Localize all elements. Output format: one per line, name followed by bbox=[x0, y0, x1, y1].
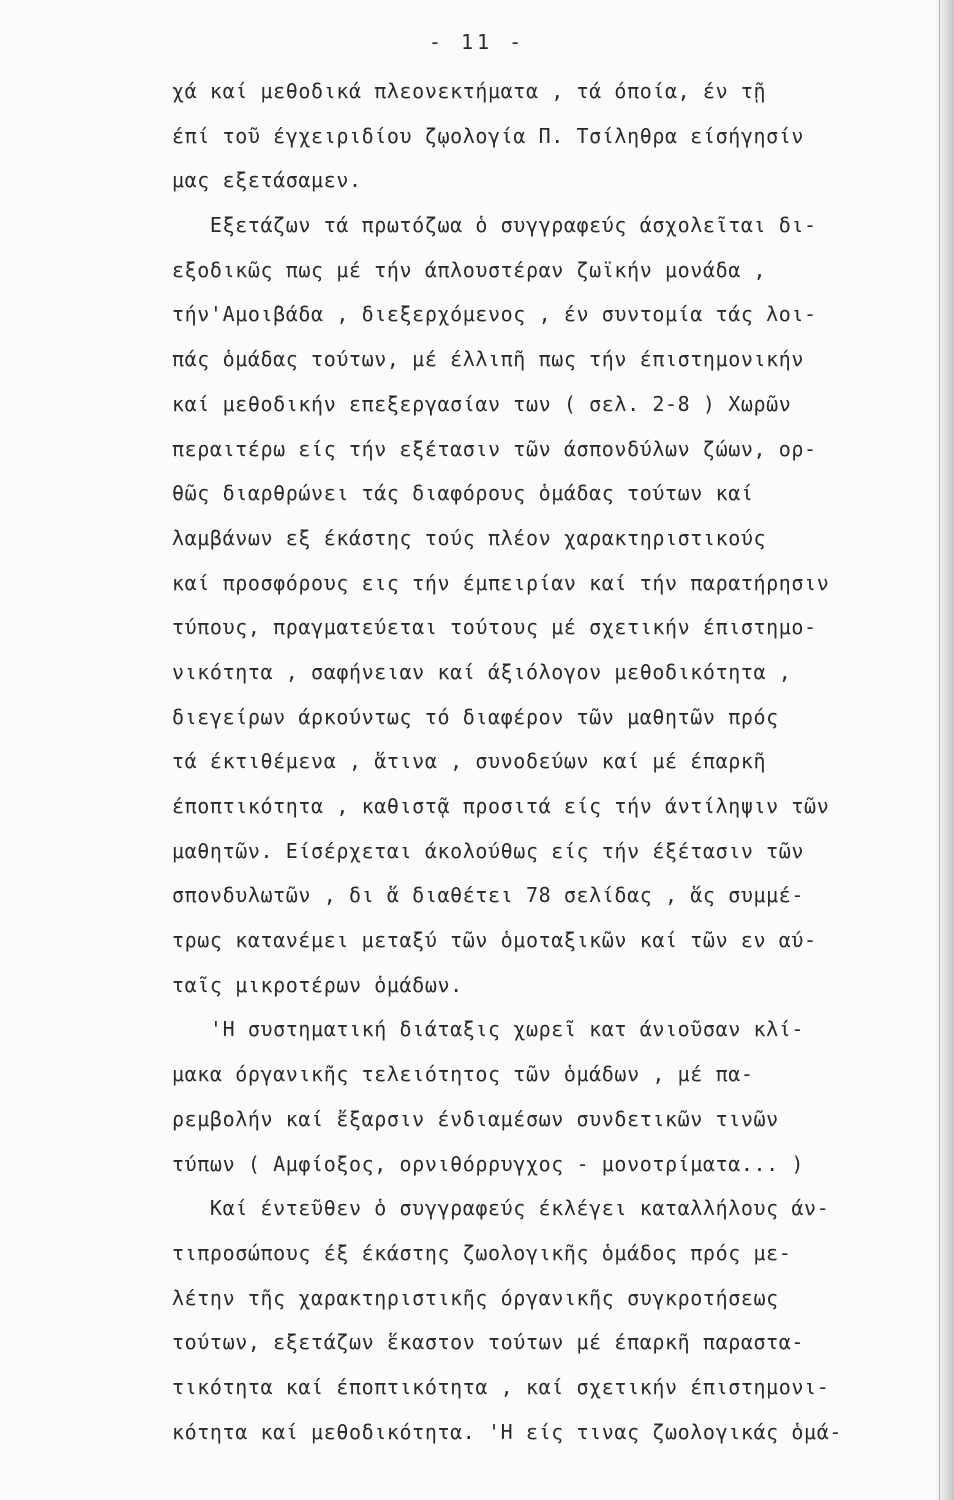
text-line: διεγείρων άρκούντως τό διαφέρον τῶν μαθητῶν πρός bbox=[172, 704, 779, 729]
text-line: Εξετάζων τά πρωτόζωα ὁ συγγραφεύς άσχολεῖται δι- bbox=[172, 213, 817, 238]
body-text bbox=[172, 74, 912, 1459]
text-line: σπονδυλωτῶν , δι ἅ διαθέτει 78 σελίδας , ἅς συμμέ- bbox=[172, 883, 805, 908]
text-line: έπί τοῦ έγχειριδίου ζῳολογία Π. Τσίληθρα είσήγησίν bbox=[172, 123, 805, 148]
text-line: τούτων, εξετάζων ἕκαστον τούτων μέ έπαρκῆ παραστα- bbox=[172, 1330, 805, 1355]
text-line: θῶς διαρθρώνει τάς διαφόρους ὁμάδας τούτων καί bbox=[172, 481, 754, 506]
text-line: τύπων ( Αμφίοξος, ορνιθόρρυγχος - μονοτρίματα... ) bbox=[172, 1151, 805, 1176]
text-line: καί προσφόρους εις τήν έμπειρίαν καί τήν παρατήρησιν bbox=[172, 570, 830, 595]
text-line: τρως κατανέμει μεταξύ τῶν ὁμοταξικῶν καί τῶν εν αύ- bbox=[172, 928, 817, 953]
text-line: μαθητῶν. Είσέρχεται άκολούθως είς τήν έξέτασιν τῶν bbox=[172, 838, 805, 863]
text-line: χά καί μεθοδικά πλεονεκτήματα , τά όποία, έν τῇ bbox=[172, 79, 767, 103]
text-line: νικότητα , σαφήνειαν καί άξιόλογον μεθοδικότητα , bbox=[172, 659, 792, 684]
text-line: ταῖς μικροτέρων ὁμάδων. bbox=[172, 972, 463, 997]
text-line: πάς ὁμάδας τούτων, μέ έλλιπῆ πως τήν έπιστημονικήν bbox=[172, 347, 805, 372]
text-line: λαμβάνων εξ έκάστης τούς πλέον χαρακτηριστικούς bbox=[172, 525, 767, 550]
text-line: τιπροσώπους έξ έκάστης ζωολογικῆς ὁμάδος πρός με- bbox=[172, 1240, 792, 1265]
text-line: εξοδικῶς πως μέ τήν άπλουστέραν ζωϊκήν μονάδα , bbox=[172, 257, 767, 282]
page-edge-shadow bbox=[934, 0, 954, 1500]
text-line: τικότητα καί έποπτικότητα , καί σχετικήν έπιστημονι- bbox=[172, 1374, 830, 1399]
text-line: μακα όργανικῆς τελειότητος τῶν ὁμάδων , μέ πα- bbox=[172, 1062, 754, 1087]
text-line: περαιτέρω είς τήν εξέτασιν τῶν άσπονδύλων ζώων, ορ- bbox=[172, 436, 817, 461]
text-line: τήν'Αμοιβάδα , διεξερχόμενος , έν συντομία τάς λοι- bbox=[172, 302, 817, 327]
text-line: λέτην τῆς χαρακτηριστικῆς όργανικῆς συγκροτήσεως bbox=[172, 1285, 779, 1310]
text-line: ρεμβολήν καί ἔξαρσιν ένδιαμέσων συνδετικῶν τινῶν bbox=[172, 1106, 779, 1131]
text-line: τύπους, πραγματεύεται τούτους μέ σχετικήν έπιστημο- bbox=[172, 615, 817, 640]
text-line: κότητα καί μεθοδικότητα. 'Η είς τινας ζωολογικάς ὁμά- bbox=[172, 1419, 842, 1444]
text-line: τά έκτιθέμενα , ἅτινα , συνοδεύων καί μέ έπαρκῆ bbox=[172, 749, 767, 774]
text-line: καί μεθοδικήν επεξεργασίαν των ( σελ. 2-8 ) Χωρῶν bbox=[172, 391, 792, 416]
text-line: έποπτικότητα , καθιστᾷ προσιτά είς τήν άντίληψιν τῶν bbox=[172, 794, 830, 818]
text-line: μας εξετάσαμεν. bbox=[172, 168, 362, 193]
text-line: Καί έντεῦθεν ὁ συγγραφεύς έκλέγει καταλλήλους άν- bbox=[172, 1196, 830, 1221]
text-line: 'Η συστηματική διάταξις χωρεῖ κατ άνιοῦσαν κλί- bbox=[172, 1017, 805, 1042]
page-number: - 11 - bbox=[428, 30, 526, 54]
page-edge-line bbox=[939, 0, 940, 1500]
